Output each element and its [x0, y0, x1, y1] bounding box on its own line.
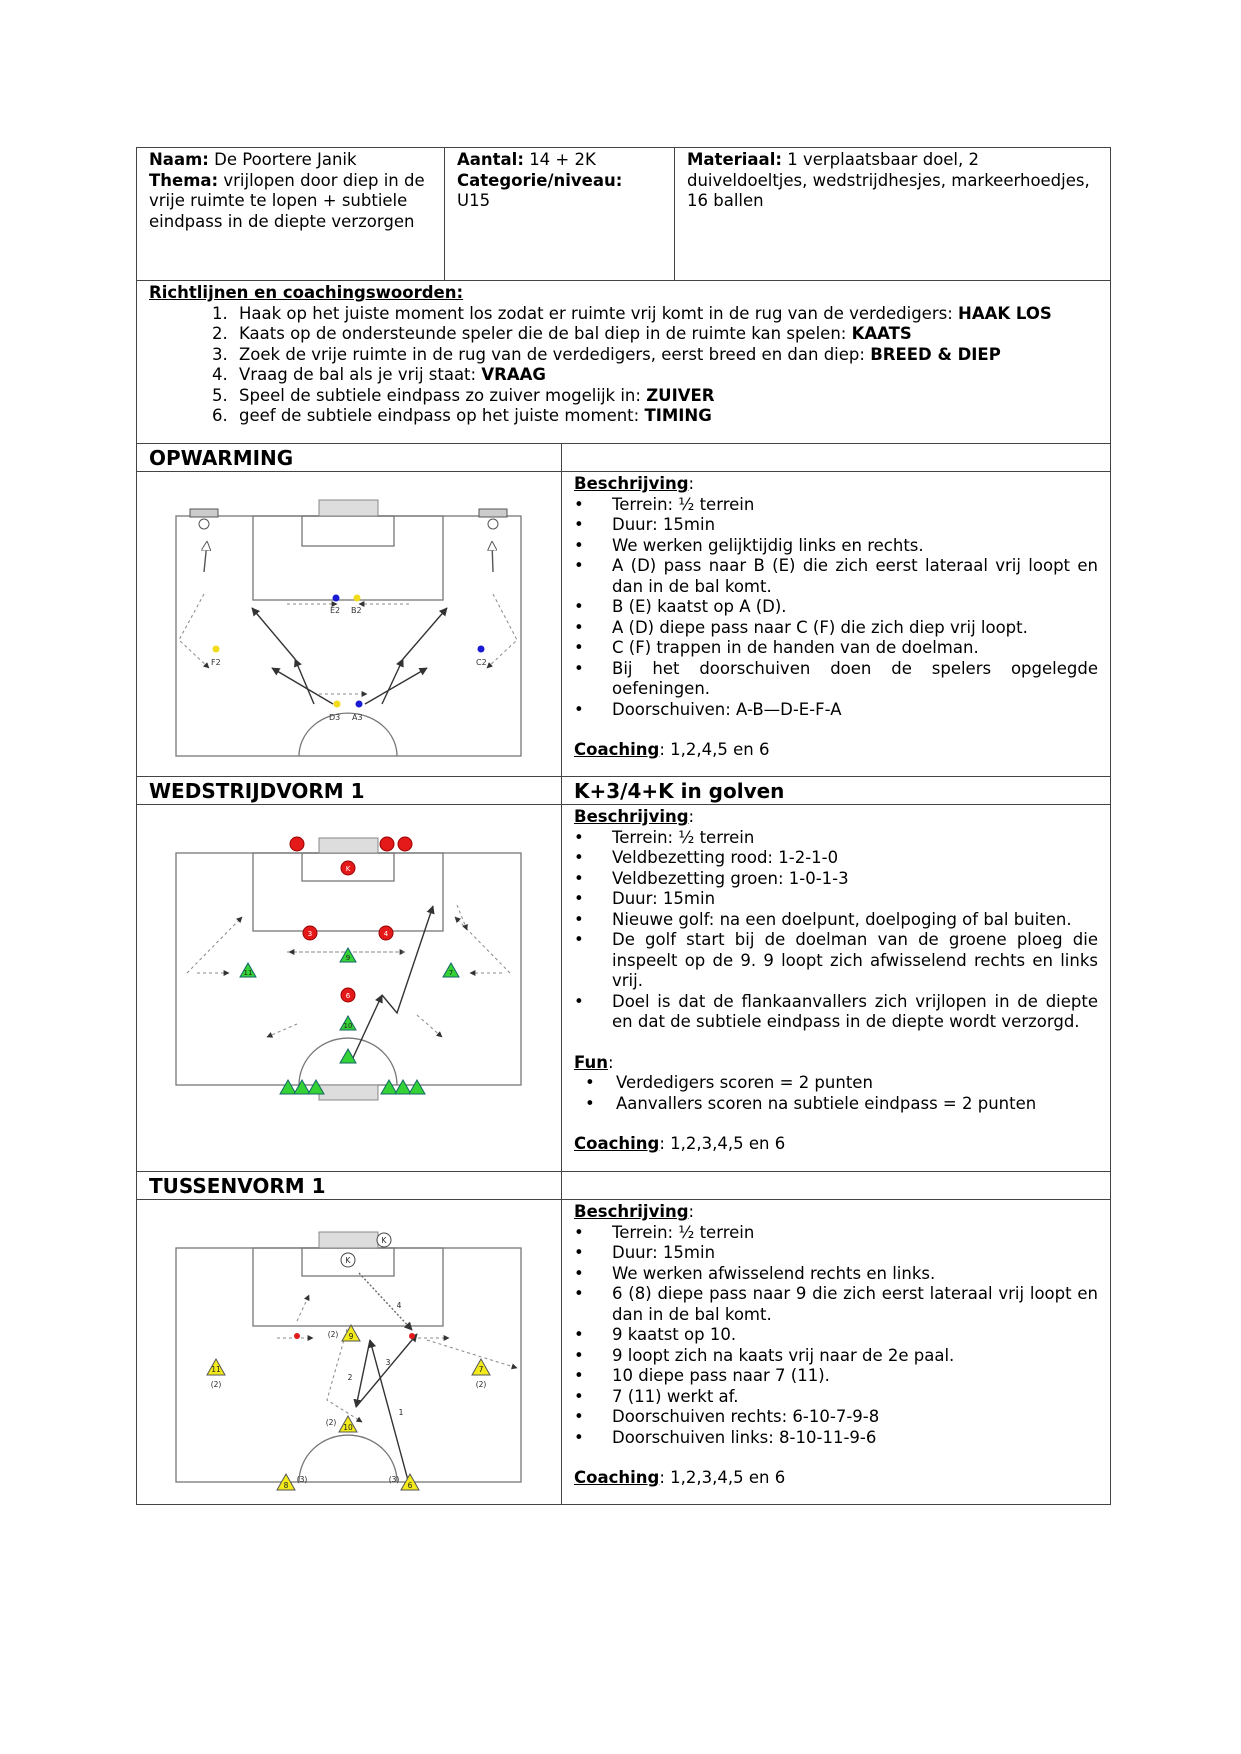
match-passes — [352, 906, 433, 1060]
label-7: 7 — [478, 1365, 484, 1374]
label-3: 3 — [385, 1358, 391, 1367]
label-9: 9 — [348, 1332, 354, 1341]
warmup-desc-label: Beschrijving — [574, 474, 689, 493]
between-coaching-label: Coaching — [574, 1468, 660, 1487]
match-labels — [244, 865, 454, 1030]
guideline-item: 1. Haak op het juiste moment los zodat er ruimte vrij komt in de rug van de verdedigers: HAAK LOS — [233, 304, 1098, 325]
label-p2-10: (2) — [325, 1418, 337, 1427]
match-diagram-cell — [137, 805, 562, 1172]
guidelines-cell — [137, 281, 1111, 444]
warmup-labels — [211, 606, 487, 722]
between-pitch — [176, 1248, 521, 1482]
between-diagram — [137, 1200, 560, 1500]
list-item: • B (E) kaatst op A (D). — [574, 597, 1098, 618]
warmup-list — [574, 495, 1098, 721]
guideline-item: 2. Kaats op de ondersteunde speler die de bal diep in de ruimte kan spelen: KAATS — [233, 324, 1098, 345]
label-p3-8: (3) — [296, 1475, 308, 1484]
between-title: TUSSENVORM 1 — [137, 1172, 562, 1200]
between-list — [574, 1223, 1098, 1449]
guidelines-title: Richtlijnen en coachingswoorden: — [149, 283, 464, 302]
label-k-inner: K — [345, 1256, 351, 1265]
warmup-title: OPWARMING — [137, 444, 562, 472]
label-6: 6 — [345, 992, 351, 1000]
label-b2: B2 — [351, 606, 362, 615]
category-label: Categorie/niveau: — [457, 170, 623, 190]
list-item: • Doorschuiven rechts: 6-10-7-9-8 — [574, 1407, 1098, 1428]
match-list — [574, 828, 1098, 1033]
match-desc-label: Beschrijving — [574, 807, 689, 826]
label-10: 10 — [343, 1423, 353, 1432]
between-labels — [211, 1236, 487, 1490]
list-item: • C (F) trappen in de handen van de doelman. — [574, 638, 1098, 659]
label-7: 7 — [448, 969, 454, 977]
list-item: • We werken afwisselend rechts en links. — [574, 1264, 1098, 1285]
list-item: • Aanvallers scoren na subtiele eindpass = 2 punten — [574, 1094, 1098, 1115]
green-team — [240, 948, 459, 1094]
warmup-diagram-cell — [137, 472, 562, 777]
warmup-description-cell: Beschrijving: • Terrein: ½ terrein • Duur: 15min • We werken gelijktijdig links en rechts. • A (D) pass naar B (E) die zich eerst lateraal vrij loopt en dan in de bal komt. • B (E) kaatst op A (D). • A (D) diepe pass naar C (F) die zich diep vrij loopt. • C (F) trappen in de handen van de doelman. • Bij het doorschuiven doen de spelers opgelegde oefeningen. • Doorschuiven: A-B—D-E-F-A Coaching: 1,2,4,5 en 6 — [562, 472, 1111, 777]
list-item: • Doel is dat de flankaanvallers zich vrijlopen in de diepte en dat de subtiele eindpass in de diepte wordt verzorgd. — [574, 992, 1098, 1033]
label-11: 11 — [243, 969, 253, 977]
header-table — [136, 147, 1111, 281]
cones — [199, 519, 498, 529]
count-label: Aantal: — [457, 150, 524, 169]
match-description-cell: Beschrijving: • Terrein: ½ terrein • Veldbezetting rood: 1-2-1-0 • Veldbezetting groen: 1-0-1-3 • Duur: 15min • Nieuwe golf: na een doelpunt, doelpoging of bal buiten. • De golf start bij de doelman van de groene ploeg die inspeelt op de 9. 9 loopt zich afwisselend rechts en links vrij. • Doel is dat de flankaanvallers zich vrijlopen in de diepte en dat de subtiele eindpass in de diepte wordt verzorgd. Fun: • Verdedigers scoren = 2 punten • Aanvallers scoren na subtiele eindpass = 2 punten Coaching: 1,2,3,4,5 en 6 — [562, 805, 1111, 1172]
label-4: 4 — [396, 1301, 402, 1310]
label-10: 10 — [343, 1022, 353, 1030]
between-diagram-cell — [137, 1200, 562, 1505]
label-2: 2 — [347, 1373, 353, 1382]
sections-table — [136, 443, 1111, 1505]
label-p2-11: (2) — [210, 1380, 222, 1389]
between-coaching-value: : 1,2,3,4,5 en 6 — [659, 1468, 786, 1487]
count-category-cell — [445, 148, 675, 281]
label-p2-9: (2) — [327, 1330, 339, 1339]
label-8: 8 — [283, 1481, 289, 1490]
label-d3: D3 — [329, 713, 341, 722]
guideline-item: 5. Speel de subtiele eindpass zo zuiver mogelijk in: ZUIVER — [233, 386, 1098, 407]
label-3: 3 — [307, 930, 313, 938]
list-item: • 10 diepe pass naar 7 (11). — [574, 1366, 1098, 1387]
list-item: • Nieuwe golf: na een doelpunt, doelpoging of bal buiten. — [574, 910, 1098, 931]
list-item: • Doorschuiven links: 8-10-11-9-6 — [574, 1428, 1098, 1449]
list-item: • Duur: 15min — [574, 1243, 1098, 1264]
label-k: K — [345, 865, 351, 873]
match-coaching-value: : 1,2,3,4,5 en 6 — [659, 1134, 786, 1153]
list-item: • A (D) pass naar B (E) die zich eerst lateraal vrij loopt en dan in de bal komt. — [574, 556, 1098, 597]
match-fun-label: Fun — [574, 1052, 608, 1072]
list-item: • Duur: 15min — [574, 889, 1098, 910]
between-description-cell: Beschrijving: • Terrein: ½ terrein • Duur: 15min • We werken afwisselend rechts en links. • 6 (8) diepe pass naar 9 die zich eerst lateraal vrij loopt en dan in de bal komt. • 9 kaatst op 10. • 9 loopt zich na kaats vrij naar de 2e paal. • 10 diepe pass naar 7 (11). • 7 (11) werkt af. • Doorschuiven rechts: 6-10-7-9-8 • Doorschuiven links: 8-10-11-9-6 Coaching: 1,2,3,4,5 en 6 — [562, 1200, 1111, 1505]
label-p2-7: (2) — [475, 1380, 487, 1389]
label-p3-6: (3) — [388, 1475, 400, 1484]
label-e2: E2 — [330, 606, 341, 615]
warmup-pitch — [176, 516, 521, 756]
name-theme-cell — [137, 148, 445, 281]
guideline-item: 4. Vraag de bal als je vrij staat: VRAAG — [233, 365, 1098, 386]
list-item: • We werken gelijktijdig links en rechts. — [574, 536, 1098, 557]
warmup-subtitle — [562, 444, 1111, 472]
count-value: 14 + 2K — [529, 150, 596, 169]
list-item: • Verdedigers scoren = 2 punten — [574, 1073, 1098, 1094]
match-title: WEDSTRIJDVORM 1 — [137, 777, 562, 805]
list-item: • Veldbezetting rood: 1-2-1-0 — [574, 848, 1098, 869]
list-item: • A (D) diepe pass naar C (F) die zich diep vrij loopt. — [574, 618, 1098, 639]
list-item: • 9 loopt zich na kaats vrij naar de 2e paal. — [574, 1346, 1098, 1367]
match-subtitle: K+3/4+K in golven — [562, 777, 1111, 805]
list-item: • Terrein: ½ terrein — [574, 495, 1098, 516]
label-4: 4 — [383, 930, 389, 938]
label-9: 9 — [345, 954, 351, 962]
label-11: 11 — [211, 1365, 221, 1374]
label-6: 6 — [407, 1481, 413, 1490]
yellow-team — [207, 1325, 490, 1490]
name-label: Naam: — [149, 150, 209, 169]
list-item: • Terrein: ½ terrein — [574, 828, 1098, 849]
warmup-coaching-label: Coaching — [574, 740, 660, 759]
category-value: U15 — [457, 191, 491, 210]
material-cell — [675, 148, 1111, 281]
label-a3: A3 — [352, 713, 363, 722]
list-item: • 7 (11) werkt af. — [574, 1387, 1098, 1408]
name-value: De Poortere Janik — [214, 150, 357, 169]
theme-value: vrijlopen door diep in de vrije ruimte te lopen + subtiele eindpass in de diepte verzorgen — [149, 170, 425, 231]
between-goal — [319, 1232, 378, 1248]
guidelines-table — [136, 280, 1111, 444]
guideline-item: 3. Zoek de vrije ruimte in de rug van de verdedigers, eerst breed en dan diep: BREED & DIEP — [233, 345, 1098, 366]
list-item: • 6 (8) diepe pass naar 9 die zich eerst lateraal vrij loopt en dan in de bal komt. — [574, 1284, 1098, 1325]
list-item: • Doorschuiven: A-B—D-E-F-A — [574, 700, 1098, 721]
label-k-outer: K — [381, 1236, 387, 1245]
match-coaching-label: Coaching — [574, 1134, 660, 1153]
between-subtitle — [562, 1172, 1111, 1200]
warmup-goal — [319, 500, 378, 516]
list-item: • Veldbezetting groen: 1-0-1-3 — [574, 869, 1098, 890]
label-c2: C2 — [476, 658, 487, 667]
warmup-runs — [179, 594, 517, 694]
between-desc-label: Beschrijving — [574, 1202, 689, 1221]
list-item: • 9 kaatst op 10. — [574, 1325, 1098, 1346]
fun-list — [574, 1073, 1098, 1114]
list-item: • Bij het doorschuiven doen de spelers opgelegde oefeningen. — [574, 659, 1098, 700]
match-diagram — [137, 805, 560, 1167]
warmup-passes — [204, 542, 493, 704]
warmup-diagram — [137, 472, 560, 772]
training-sheet — [136, 147, 1111, 1505]
list-item: • Terrein: ½ terrein — [574, 1223, 1098, 1244]
warmup-coaching-value: : 1,2,4,5 en 6 — [659, 740, 770, 759]
guideline-item: 6. geef de subtiele eindpass op het juiste moment: TIMING — [233, 406, 1098, 427]
list-item: • Duur: 15min — [574, 515, 1098, 536]
guidelines-list — [149, 304, 1098, 427]
label-1: 1 — [398, 1408, 404, 1417]
list-item: • De golf start bij de doelman van de groene ploeg die inspeelt op de 9. 9 loopt zich afwisselend rechts en links vrij. — [574, 930, 1098, 992]
label-f2: F2 — [211, 658, 221, 667]
material-label: Materiaal: — [687, 150, 782, 169]
theme-label: Thema: — [149, 170, 219, 190]
material-value: 1 verplaatsbaar doel, 2 duiveldoeltjes, wedstrijdhesjes, markeerhoedjes, 16 ballen — [687, 150, 1090, 210]
